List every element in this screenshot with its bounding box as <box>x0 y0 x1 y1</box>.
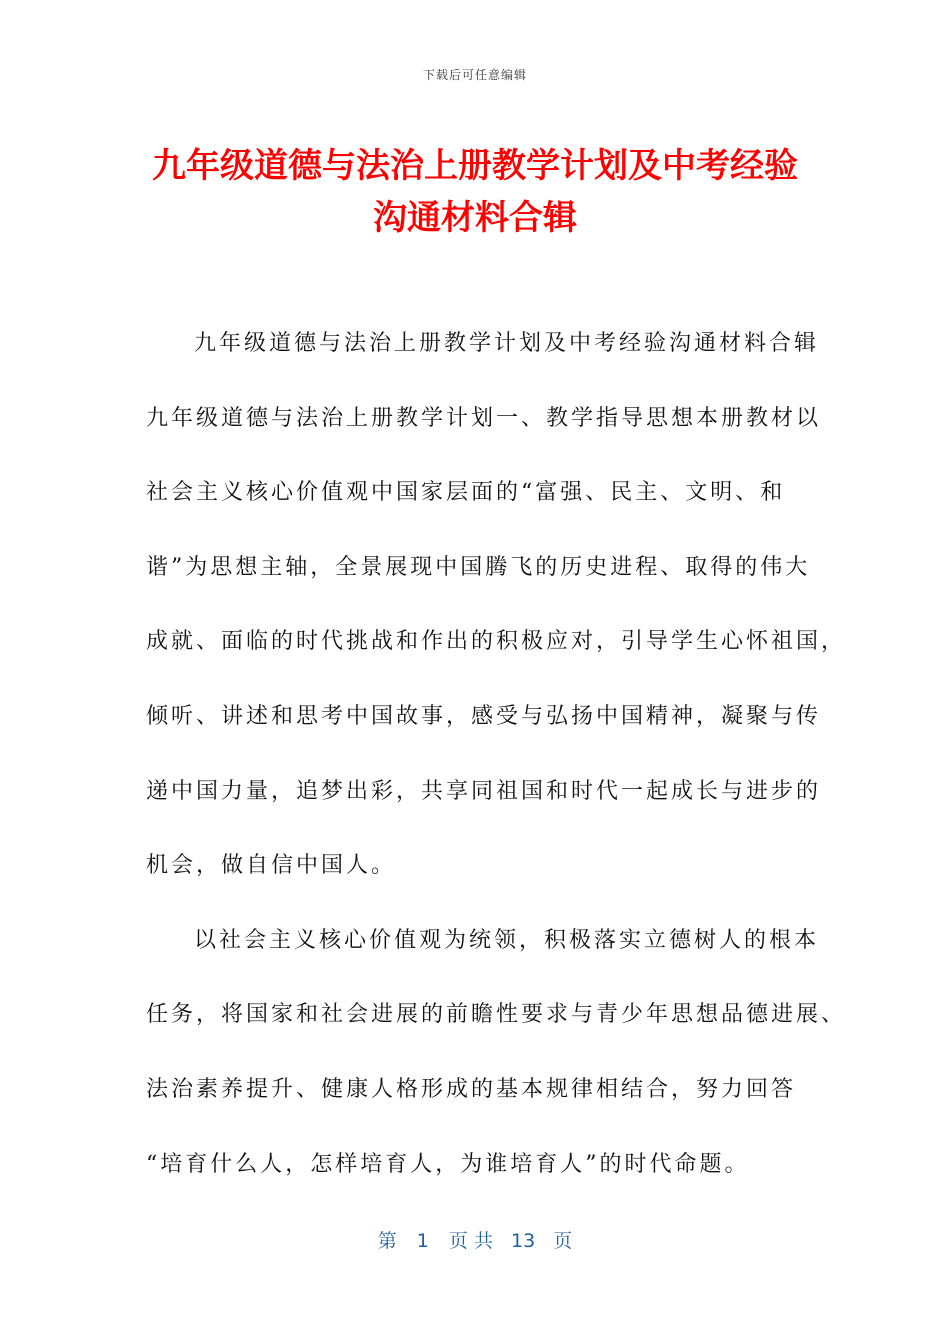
body-line: 谐”为思想主轴，全景展现中国腾飞的历史进程、取得的伟大 <box>146 554 811 580</box>
footer-total-pages: 13 <box>511 1230 536 1252</box>
page-footer <box>0 1226 950 1253</box>
title-line-1: 九年级道德与法治上册教学计划及中考经验 <box>152 146 798 186</box>
body-line: 社会主义核心价值观中国家层面的“富强、民主、文明、和 <box>146 480 786 506</box>
document-title <box>120 140 830 244</box>
body-line: 任务，将国家和社会进展的前瞻性要求与青少年思想品德进展、 <box>146 1002 847 1028</box>
body-line: 法治素养提升、健康人格形成的基本规律相结合，努力回答 <box>146 1076 797 1102</box>
footer-prefix: 第 <box>377 1230 397 1252</box>
header-note: 下载后可任意编辑 <box>422 68 527 82</box>
footer-page-number: 1 <box>416 1230 429 1252</box>
body-line: 机会，做自信中国人。 <box>146 853 397 879</box>
footer-middle: 页 共 <box>448 1230 493 1252</box>
body-line: 成就、面临的时代挑战和作出的积极应对，引导学生心怀祖国， <box>146 629 847 655</box>
body-line: 递中国力量，追梦出彩，共享同祖国和时代一起成长与进步的 <box>146 778 822 804</box>
body-line: “培育什么人，怎样培育人，为谁培育人”的时代命题。 <box>146 1151 750 1177</box>
body-line: 九年级道德与法治上册教学计划及中考经验沟通材料合辑 <box>194 331 820 356</box>
document-body <box>146 316 847 1211</box>
body-line: 倾听、讲述和思考中国故事，感受与弘扬中国精神，凝聚与传 <box>146 703 822 729</box>
body-line: 九年级道德与法治上册教学计划一、教学指导思想本册教材以 <box>146 405 822 431</box>
title-line-2: 沟通材料合辑 <box>373 198 577 238</box>
body-line: 以社会主义核心价值观为统领，积极落实立德树人的根本 <box>194 927 820 953</box>
footer-suffix: 页 <box>553 1230 573 1252</box>
